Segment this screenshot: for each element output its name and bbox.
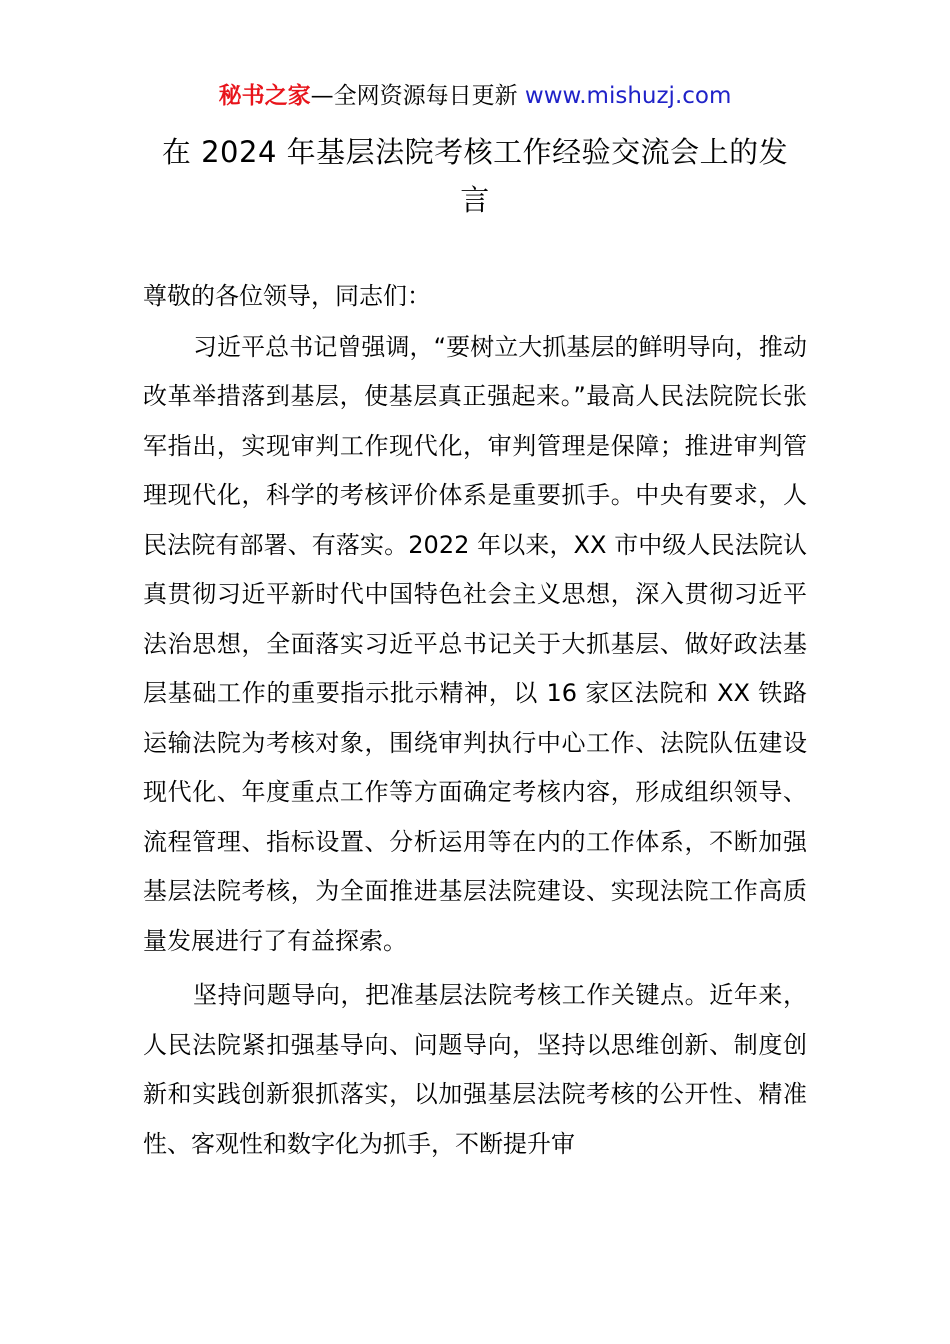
website-link[interactable]: www.mishuzj.com <box>524 83 732 109</box>
paragraph: 坚持问题导向，把准基层法院考核工作关键点。近年来，人民法院紧扣强基导向、问题导向，坚持以思维创新、制度创新和实践创新狠抓落实，以加强基层法院考核的公开性、精准性、客观性和数字化为抓手，不断提升审 <box>143 981 807 1158</box>
salutation: 尊敬的各位领导，同志们： <box>143 282 431 310</box>
page-header <box>0 80 950 112</box>
document-title: 在 2024 年基层法院考核工作经验交流会上的发言 <box>161 135 789 217</box>
header-tagline: —全网资源每日更新 <box>310 83 518 109</box>
paragraph: 习近平总书记曾强调，“要树立大抓基层的鲜明导向，推动改革举措落到基层，使基层真正强起来。”最高人民法院院长张军指出，实现审判工作现代化，审判管理是保障；推进审判管理现代化，科学的考核评价体系是重要抓手。中央有要求，人民法院有部署、有落实。2022 年以来，XX 市中级人民法院认真贯彻习近平新时代中国特色社会主义思想，深入贯彻习近平法治思想，全面落实习近平总书记关于大抓基层、做好政法基层基础工作的重要指示批示精神，以 16 家区法院和 XX 铁路运输法院为考核对象，围绕审判执行中心工作、法院队伍建设现代化、年度重点工作等方面确定考核内容，形成组织领导、流程管理、指标设置、分析运用等在内的工作体系，不断加强基层法院考核，为全面推进基层法院建设、实现法院工作高质量发展进行了有益探索。 <box>143 332 807 955</box>
brand-name: 秘书之家 <box>218 83 311 109</box>
document-body <box>143 272 807 1169</box>
